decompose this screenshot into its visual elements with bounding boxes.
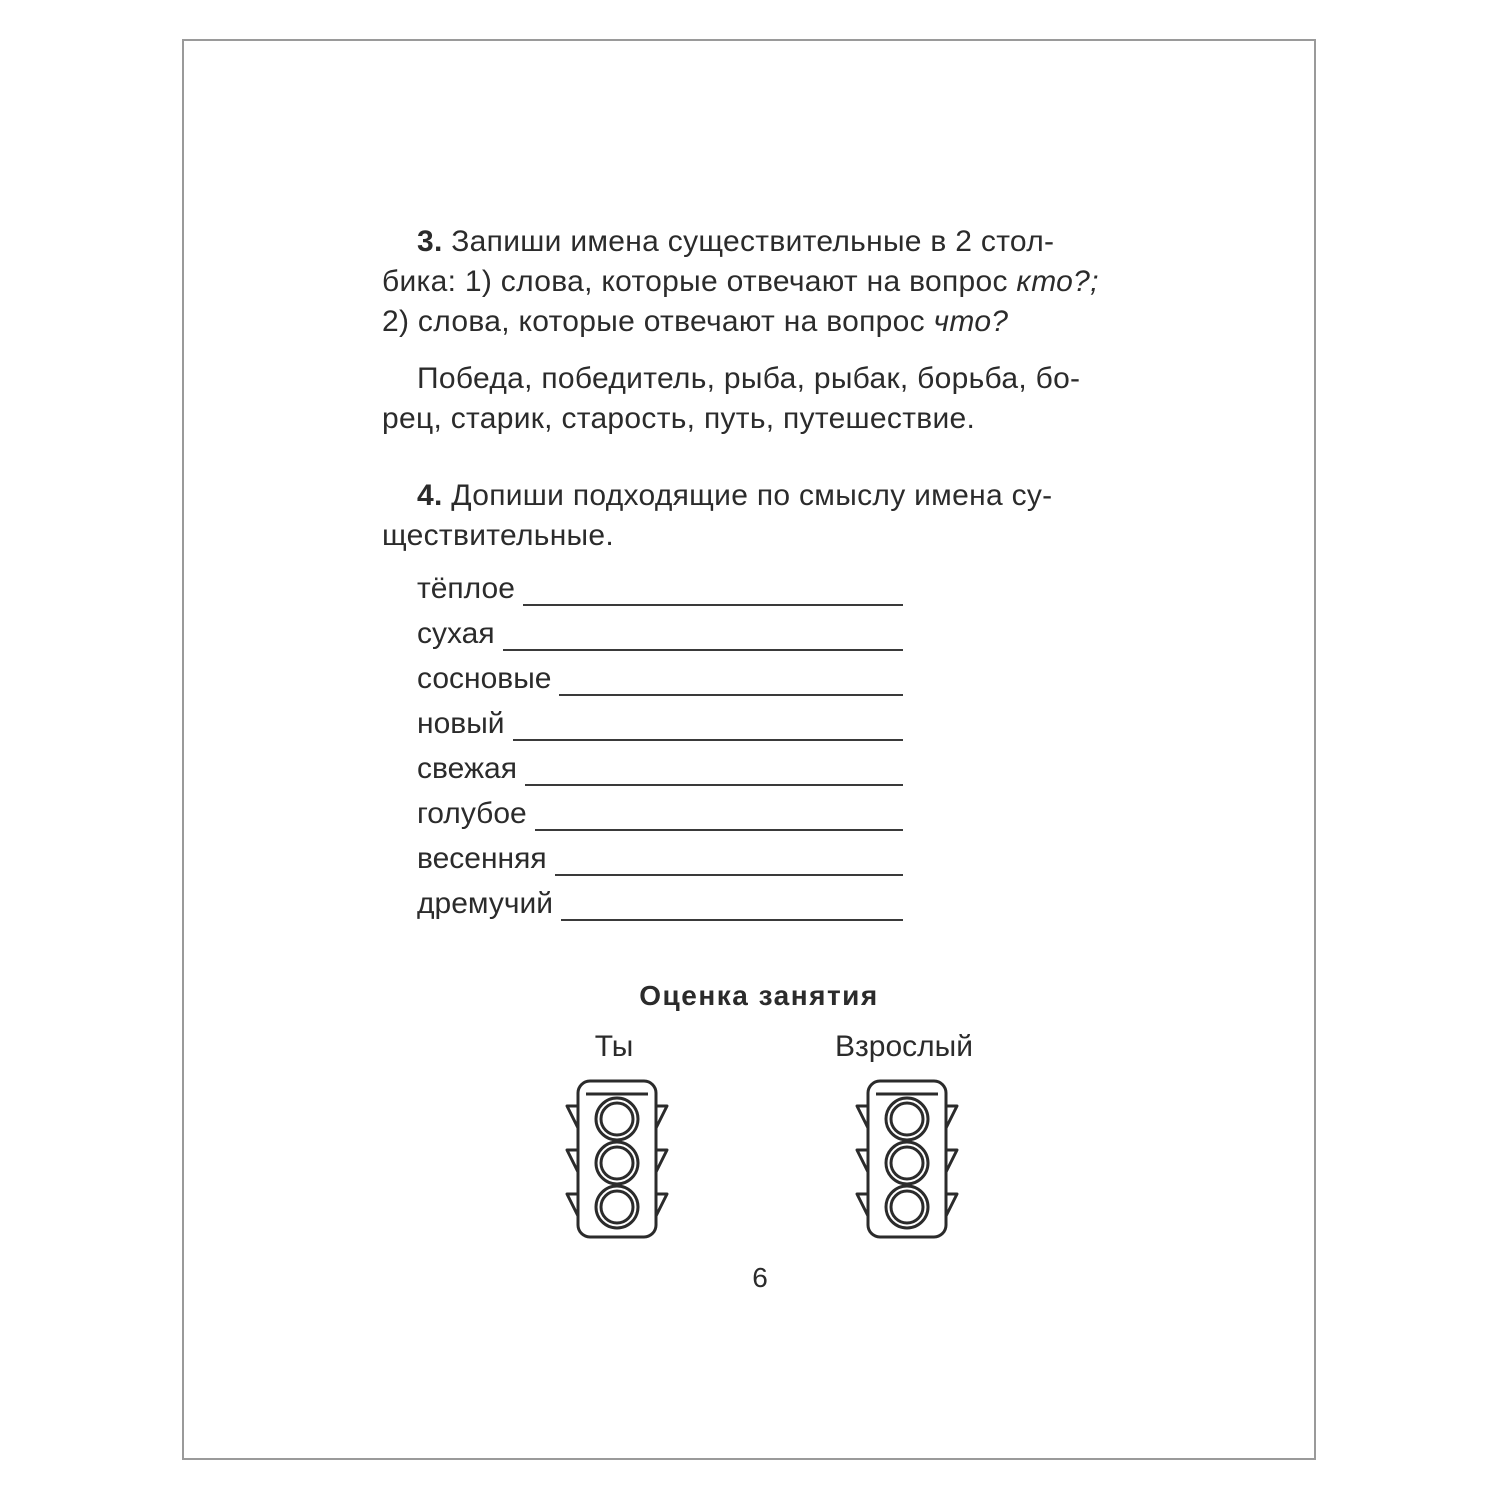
traffic-light-icon-you[interactable] <box>562 1076 672 1242</box>
task3-line2 <box>382 262 1099 302</box>
adjective-6: голубое <box>417 797 527 830</box>
task3-number: 3. <box>417 225 443 258</box>
answer-blank-7[interactable] <box>555 873 903 876</box>
task3-text-3: 2) слова, которые отвечают на вопрос <box>382 305 934 338</box>
adjective-5: свежая <box>417 752 517 785</box>
adjective-7: весенняя <box>417 842 547 875</box>
answer-row-4 <box>417 703 903 743</box>
traffic-light-icon-adult[interactable] <box>852 1076 962 1242</box>
adjective-3: сосновые <box>417 662 552 695</box>
answer-row-8 <box>417 883 903 923</box>
adult-label: Взрослый <box>835 1030 973 1063</box>
task3-line1 <box>417 222 1054 262</box>
answer-row-5 <box>417 748 903 788</box>
adjective-1: тёплое <box>417 572 515 605</box>
task3-text-1: Запиши имена существительные в 2 стол- <box>442 225 1055 258</box>
answer-row-7 <box>417 838 903 878</box>
task4-text-1: Допиши подходящие по смыслу имена су- <box>442 479 1053 512</box>
you-label: Ты <box>594 1030 634 1063</box>
answer-blank-3[interactable] <box>559 693 903 696</box>
task3-text-2: бика: 1) слова, которые отвечают на вопрос <box>382 265 1017 298</box>
task4-line1 <box>417 476 1052 516</box>
evaluation-title: Оценка занятия <box>639 980 879 1011</box>
page-number: 6 <box>752 1262 768 1293</box>
answer-blank-5[interactable] <box>525 783 903 786</box>
task3-words-line2: рец, старик, старость, путь, путешествие. <box>382 402 976 435</box>
task4-line2: ществительные. <box>382 519 615 552</box>
adjective-8: дремучий <box>417 887 553 920</box>
answer-blank-8[interactable] <box>561 918 903 921</box>
answer-blank-6[interactable] <box>535 828 903 831</box>
answer-blank-4[interactable] <box>513 738 903 741</box>
adjective-4: новый <box>417 707 505 740</box>
answer-row-2 <box>417 613 903 653</box>
answer-row-1 <box>417 568 903 608</box>
task3-words-line1: Победа, победитель, рыба, рыбак, борьба, бо- <box>417 362 1081 395</box>
task3-question-what: что? <box>933 305 1009 338</box>
adjective-2: сухая <box>417 617 495 650</box>
answer-row-3 <box>417 658 903 698</box>
answer-blank-1[interactable] <box>523 603 903 606</box>
task4-number: 4. <box>417 479 443 512</box>
answer-row-6 <box>417 793 903 833</box>
task3-line3 <box>382 302 1008 342</box>
task3-question-who: кто?; <box>1016 265 1099 298</box>
answer-blank-2[interactable] <box>503 648 903 651</box>
